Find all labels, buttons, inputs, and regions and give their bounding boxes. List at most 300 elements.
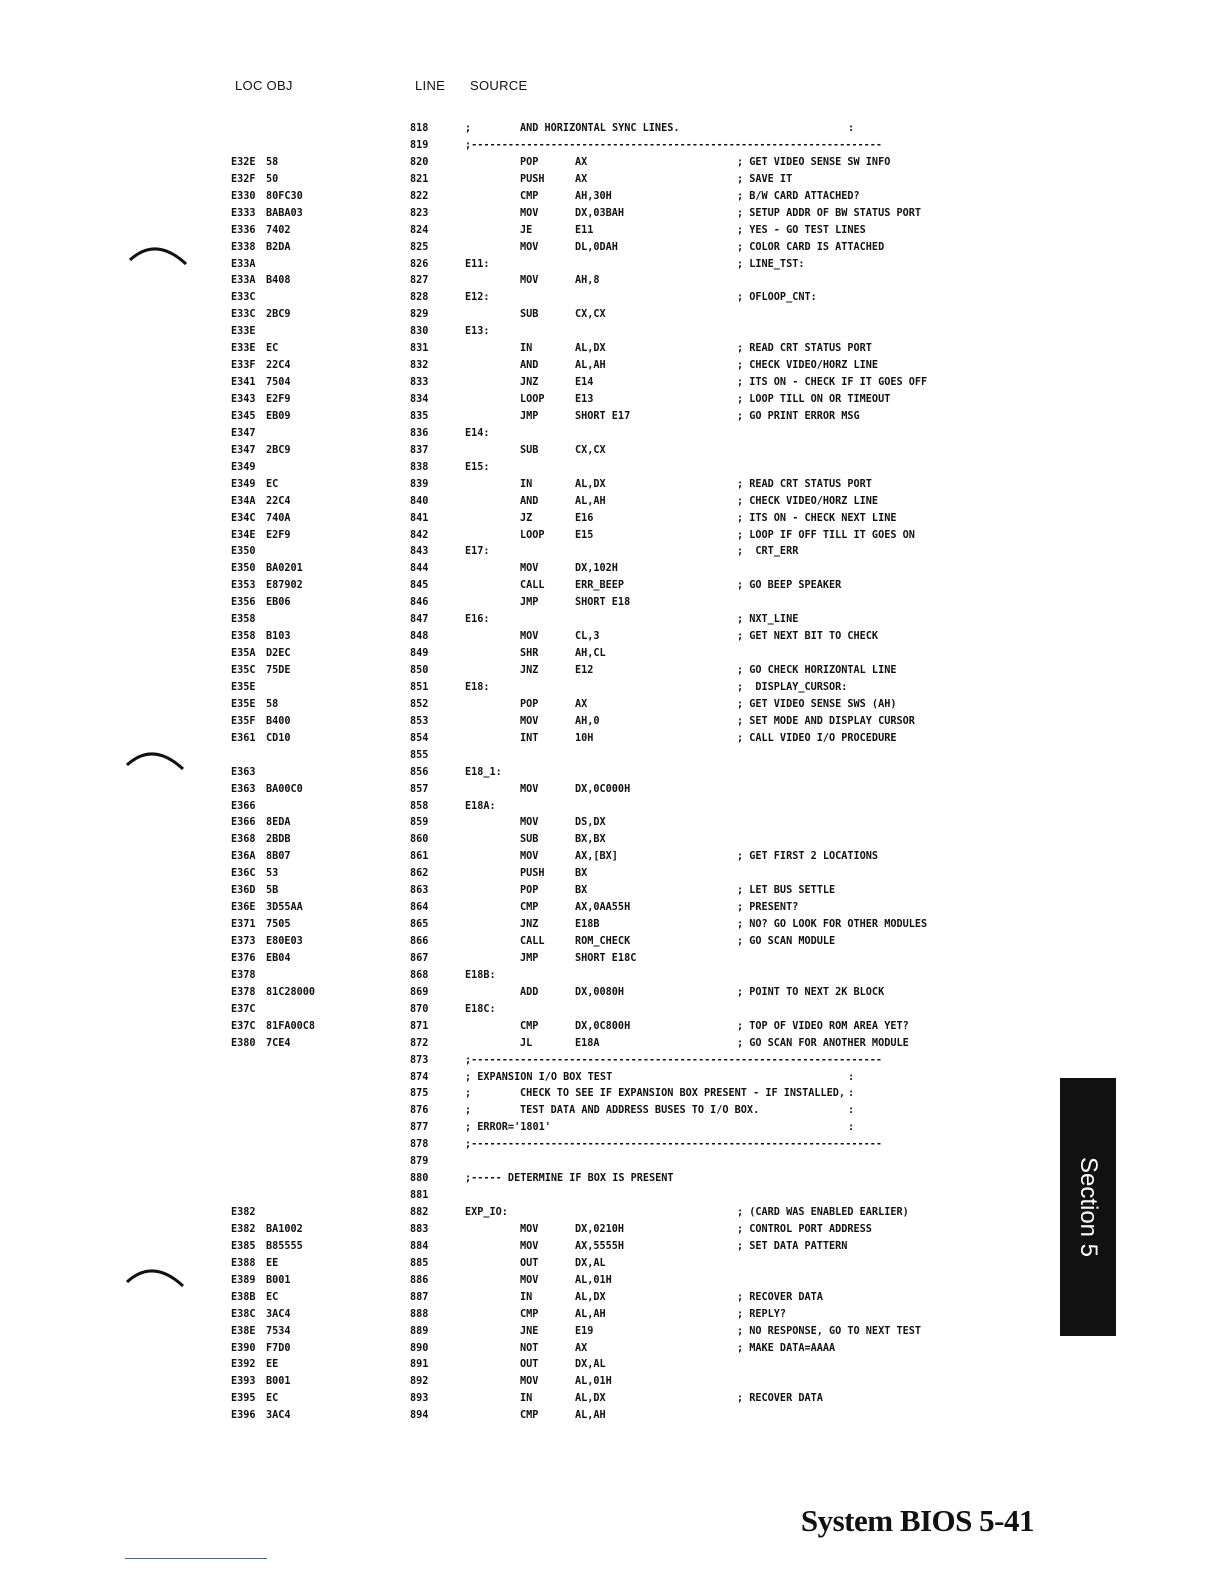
listing-loc: E393 xyxy=(231,1376,256,1388)
listing-arg: DX,0C800H xyxy=(575,1020,631,1032)
listing-op: JMP xyxy=(520,597,539,609)
listing-arg: E19 xyxy=(575,1325,594,1337)
listing-obj: BABA03 xyxy=(266,207,303,219)
listing-row xyxy=(0,646,1000,663)
listing-row xyxy=(0,765,1000,782)
listing-line: 833 xyxy=(410,377,429,389)
listing-obj: E87902 xyxy=(266,580,303,592)
listing-obj: 22C4 xyxy=(266,360,291,372)
listing-line: 869 xyxy=(410,986,429,998)
column-header-line: LINE xyxy=(415,78,446,93)
listing-loc: E390 xyxy=(231,1342,256,1354)
listing-loc: E338 xyxy=(231,241,256,253)
listing-line: 837 xyxy=(410,444,429,456)
listing-line: 872 xyxy=(410,1037,429,1049)
listing-line: 844 xyxy=(410,563,429,575)
listing-row xyxy=(0,290,1000,307)
listing-cmt: ; SETUP ADDR OF BW STATUS PORT xyxy=(737,207,922,219)
listing-arg: AX xyxy=(575,173,588,185)
listing-loc: E385 xyxy=(231,1240,256,1252)
listing-loc: E35F xyxy=(231,715,256,727)
listing-row xyxy=(0,985,1000,1002)
listing-row xyxy=(0,849,1000,866)
listing-obj: EB09 xyxy=(266,410,291,422)
listing-op: SUB xyxy=(520,444,539,456)
listing-line: 836 xyxy=(410,427,429,439)
listing-loc: E32F xyxy=(231,173,256,185)
listing-loc: E363 xyxy=(231,766,256,778)
listing-line: 884 xyxy=(410,1240,429,1252)
listing-arg: AH,0 xyxy=(575,715,600,727)
listing-row xyxy=(0,1120,1000,1137)
listing-obj: EB06 xyxy=(266,597,291,609)
listing-line: 863 xyxy=(410,885,429,897)
listing-loc: E347 xyxy=(231,427,256,439)
listing-row xyxy=(0,172,1000,189)
listing-row xyxy=(0,1086,1000,1103)
listing-obj: E80E03 xyxy=(266,936,303,947)
listing-loc: E38C xyxy=(231,1308,256,1320)
listing-cmt: ; DISPLAY_CURSOR: xyxy=(737,681,848,693)
listing-line: 849 xyxy=(410,648,429,660)
listing-line: 893 xyxy=(410,1393,429,1405)
listing-loc: E366 xyxy=(231,800,256,812)
listing-cmt: ; LET BUS SETTLE xyxy=(737,885,836,897)
listing-row xyxy=(0,307,1000,324)
listing-op: MOV xyxy=(520,1240,539,1252)
listing-obj: 7505 xyxy=(266,919,291,931)
listing-src: ; EXPANSION I/O BOX TEST xyxy=(465,1071,613,1083)
listing-arg: AX xyxy=(575,698,588,710)
listing-row xyxy=(0,612,1000,629)
listing-row xyxy=(0,799,1000,816)
listing-obj: 75DE xyxy=(266,665,291,676)
listing-cmt: ; GET VIDEO SENSE SWS (AH) xyxy=(737,698,897,710)
listing-obj: D2EC xyxy=(266,648,291,660)
listing-loc: E330 xyxy=(231,190,256,202)
listing-arg: AL,AH xyxy=(575,495,606,507)
listing-cmt: ; (CARD WAS ENABLED EARLIER) xyxy=(737,1207,909,1218)
listing-line: 850 xyxy=(410,665,429,676)
listing-arg: AL,AH xyxy=(575,360,606,372)
listing-op: PUSH xyxy=(520,173,545,185)
listing-line: 870 xyxy=(410,1003,429,1015)
listing-op: MOV xyxy=(520,1223,539,1235)
listing-op: CHECK TO SEE IF EXPANSION BOX PRESENT - IF INSTALLED, xyxy=(520,1088,846,1100)
listing-line: 882 xyxy=(410,1207,429,1218)
listing-loc: E35E xyxy=(231,698,256,710)
listing-line: 878 xyxy=(410,1139,429,1151)
listing-row xyxy=(0,324,1000,341)
listing-obj: B408 xyxy=(266,275,291,287)
listing-src: ; xyxy=(465,1105,472,1117)
listing-line: 880 xyxy=(410,1173,429,1185)
listing-obj: BA1002 xyxy=(266,1223,303,1235)
listing-src: E12: xyxy=(465,292,490,304)
listing-cmt: ; LOOP TILL ON OR TIMEOUT xyxy=(737,394,891,405)
listing-row xyxy=(0,375,1000,392)
listing-cmt: ; PRESENT? xyxy=(737,902,799,914)
listing-arg: BX,BX xyxy=(575,834,606,846)
listing-obj: B2DA xyxy=(266,241,291,253)
listing-box-edge: : xyxy=(848,1088,855,1100)
listing-loc: E388 xyxy=(231,1257,256,1269)
listing-op: JNZ xyxy=(520,665,539,676)
listing-obj: EC xyxy=(266,343,279,355)
listing-line: 825 xyxy=(410,241,429,253)
listing-line: 843 xyxy=(410,546,429,558)
listing-src: ;------------------------------------------------------------------- xyxy=(465,1139,883,1151)
listing-loc: E333 xyxy=(231,207,256,219)
listing-obj: 2BDB xyxy=(266,834,291,846)
listing-arg: ERR_BEEP xyxy=(575,580,625,592)
listing-obj: E2F9 xyxy=(266,529,291,541)
listing-line: 827 xyxy=(410,275,429,287)
listing-loc: E345 xyxy=(231,410,256,422)
listing-obj: 58 xyxy=(266,698,279,710)
listing-loc: E371 xyxy=(231,919,256,931)
section-tab xyxy=(1060,1078,1116,1336)
listing-loc: E35C xyxy=(231,665,256,676)
listing-row xyxy=(0,1273,1000,1290)
listing-arg: AL,DX xyxy=(575,478,606,490)
listing-row xyxy=(0,1171,1000,1188)
listing-line: 841 xyxy=(410,512,429,524)
listing-row xyxy=(0,443,1000,460)
listing-line: 851 xyxy=(410,681,429,693)
listing-line: 855 xyxy=(410,749,429,761)
listing-loc: E350 xyxy=(231,563,256,575)
listing-line: 873 xyxy=(410,1054,429,1066)
listing-loc: E366 xyxy=(231,817,256,829)
listing-cmt: ; GO PRINT ERROR MSG xyxy=(737,410,860,422)
listing-row xyxy=(0,782,1000,799)
listing-line: 818 xyxy=(410,123,429,134)
listing-op: MOV xyxy=(520,563,539,575)
listing-op: CMP xyxy=(520,1410,539,1422)
listing-loc: E382 xyxy=(231,1223,256,1235)
listing-arg: AX,[BX] xyxy=(575,851,618,863)
listing-line: 823 xyxy=(410,207,429,219)
listing-cmt: ; CHECK VIDEO/HORZ LINE xyxy=(737,495,879,507)
listing-cmt: ; RECOVER DATA xyxy=(737,1393,823,1405)
listing-line: 824 xyxy=(410,224,429,236)
listing-row xyxy=(0,1154,1000,1171)
listing-loc: E32E xyxy=(231,156,256,168)
listing-line: 876 xyxy=(410,1105,429,1117)
listing-loc: E33C xyxy=(231,309,256,321)
listing-obj: B001 xyxy=(266,1376,291,1388)
listing-line: 877 xyxy=(410,1122,429,1134)
listing-obj: 740A xyxy=(266,512,291,524)
listing-row xyxy=(0,392,1000,409)
listing-obj: 7CE4 xyxy=(266,1037,291,1049)
listing-row xyxy=(0,1205,1000,1222)
listing-row xyxy=(0,1222,1000,1239)
listing-op: MOV xyxy=(520,1274,539,1286)
listing-obj: 7534 xyxy=(266,1325,291,1337)
listing-row xyxy=(0,1391,1000,1408)
listing-row xyxy=(0,1357,1000,1374)
listing-obj: 2BC9 xyxy=(266,444,291,456)
listing-arg: SHORT E18C xyxy=(575,952,637,964)
listing-loc: E392 xyxy=(231,1359,256,1371)
listing-line: 890 xyxy=(410,1342,429,1354)
listing-op: AND xyxy=(520,495,539,507)
listing-src: E15: xyxy=(465,461,490,473)
listing-line: 831 xyxy=(410,343,429,355)
listing-src: E17: xyxy=(465,546,490,558)
listing-cmt: ; SET MODE AND DISPLAY CURSOR xyxy=(737,715,915,727)
listing-box-edge: : xyxy=(848,1122,855,1134)
listing-arg: AL,AH xyxy=(575,1308,606,1320)
listing-op: JNZ xyxy=(520,919,539,931)
listing-loc: E341 xyxy=(231,377,256,389)
listing-loc: E395 xyxy=(231,1393,256,1405)
listing-row xyxy=(0,1307,1000,1324)
listing-cmt: ; POINT TO NEXT 2K BLOCK xyxy=(737,986,885,998)
listing-line: 835 xyxy=(410,410,429,422)
listing-loc: E33A xyxy=(231,258,256,270)
listing-line: 854 xyxy=(410,732,429,744)
listing-cmt: ; NXT_LINE xyxy=(737,614,799,626)
listing-arg: AL,01H xyxy=(575,1274,612,1286)
listing-loc: E34A xyxy=(231,495,256,507)
listing-row xyxy=(0,528,1000,545)
listing-row xyxy=(0,680,1000,697)
listing-line: 888 xyxy=(410,1308,429,1320)
listing-op: IN xyxy=(520,1291,533,1303)
listing-arg: AH,30H xyxy=(575,190,612,202)
listing-arg: AH,CL xyxy=(575,648,606,660)
listing-row xyxy=(0,866,1000,883)
listing-loc: E353 xyxy=(231,580,256,592)
listing-cmt: ; GET VIDEO SENSE SW INFO xyxy=(737,156,891,168)
listing-op: CMP xyxy=(520,1308,539,1320)
listing-obj: E2F9 xyxy=(266,394,291,405)
listing-line: 865 xyxy=(410,919,429,931)
listing-cmt: ; ITS ON - CHECK NEXT LINE xyxy=(737,512,897,524)
listing-row xyxy=(0,341,1000,358)
listing-op: CALL xyxy=(520,936,545,947)
listing-line: 822 xyxy=(410,190,429,202)
listing-arg: DX,0210H xyxy=(575,1223,625,1235)
listing-cmt: ; REPLY? xyxy=(737,1308,787,1320)
column-header-loc-obj: LOC OBJ xyxy=(235,78,293,93)
listing-loc: E368 xyxy=(231,834,256,846)
listing-op: AND HORIZONTAL SYNC LINES. xyxy=(520,123,680,134)
listing-op: POP xyxy=(520,698,539,710)
listing-row xyxy=(0,917,1000,934)
listing-src: ; ERROR='1801' xyxy=(465,1122,551,1134)
bottom-rule xyxy=(125,1558,267,1559)
listing-cmt: ; READ CRT STATUS PORT xyxy=(737,343,872,355)
listing-arg: DX,03BAH xyxy=(575,207,625,219)
listing-box-edge: : xyxy=(848,1105,855,1117)
listing-line: 832 xyxy=(410,360,429,372)
listing-op: CALL xyxy=(520,580,545,592)
listing-loc: E34C xyxy=(231,512,256,524)
listing-cmt: ; LOOP IF OFF TILL IT GOES ON xyxy=(737,529,915,541)
listing-arg: E16 xyxy=(575,512,594,524)
listing-cmt: ; GO SCAN FOR ANOTHER MODULE xyxy=(737,1037,909,1049)
listing-row xyxy=(0,578,1000,595)
listing-line: 862 xyxy=(410,868,429,880)
listing-op: JL xyxy=(520,1037,533,1049)
listing-arg: AX xyxy=(575,1342,588,1354)
listing-loc: E343 xyxy=(231,394,256,405)
listing-obj: B001 xyxy=(266,1274,291,1286)
listing-arg: 10H xyxy=(575,732,594,744)
listing-row xyxy=(0,155,1000,172)
listing-line: 864 xyxy=(410,902,429,914)
listing-line: 886 xyxy=(410,1274,429,1286)
listing-line: 840 xyxy=(410,495,429,507)
listing-obj: BA00C0 xyxy=(266,783,303,795)
listing-row xyxy=(0,815,1000,832)
listing-src: ; xyxy=(465,1088,472,1100)
listing-row xyxy=(0,1239,1000,1256)
listing-op: NOT xyxy=(520,1342,539,1354)
listing-row xyxy=(0,1070,1000,1087)
listing-row xyxy=(0,273,1000,290)
listing-arg: SHORT E18 xyxy=(575,597,631,609)
listing-op: MOV xyxy=(520,1376,539,1388)
listing-line: 892 xyxy=(410,1376,429,1388)
listing-line: 821 xyxy=(410,173,429,185)
listing-obj: 3D55AA xyxy=(266,902,303,914)
listing-row xyxy=(0,460,1000,477)
listing-cmt: ; MAKE DATA=AAAA xyxy=(737,1342,836,1354)
listing-arg: AL,AH xyxy=(575,1410,606,1422)
listing-line: 881 xyxy=(410,1190,429,1202)
listing-row xyxy=(0,206,1000,223)
listing-src: ;------------------------------------------------------------------- xyxy=(465,139,883,151)
listing-arg: AH,8 xyxy=(575,275,600,287)
listing-row xyxy=(0,494,1000,511)
listing-arg: CX,CX xyxy=(575,309,606,321)
listing-line: 838 xyxy=(410,461,429,473)
listing-cmt: ; NO RESPONSE, GO TO NEXT TEST xyxy=(737,1325,922,1337)
listing-op: PUSH xyxy=(520,868,545,880)
listing-obj: 50 xyxy=(266,173,279,185)
listing-arg: E14 xyxy=(575,377,594,389)
listing-line: 846 xyxy=(410,597,429,609)
listing-row xyxy=(0,697,1000,714)
listing-cmt: ; GO SCAN MODULE xyxy=(737,936,836,947)
listing-line: 847 xyxy=(410,614,429,626)
section-tab-label: Section 5 xyxy=(1075,1156,1102,1258)
listing-src: E18C: xyxy=(465,1003,496,1015)
listing-op: JMP xyxy=(520,952,539,964)
listing-src: E18B: xyxy=(465,969,496,981)
listing-loc: E36A xyxy=(231,851,256,863)
listing-loc: E349 xyxy=(231,478,256,490)
listing-arg: DX,0C000H xyxy=(575,783,631,795)
listing-arg: AX xyxy=(575,156,588,168)
listing-src: E13: xyxy=(465,326,490,338)
listing-src: E18_1: xyxy=(465,766,502,778)
listing-cmt: ; B/W CARD ATTACHED? xyxy=(737,190,860,202)
listing-obj: 58 xyxy=(266,156,279,168)
listing-arg: CL,3 xyxy=(575,631,600,643)
listing-box-edge: : xyxy=(848,1071,855,1083)
listing-loc: E396 xyxy=(231,1410,256,1422)
listing-op: AND xyxy=(520,360,539,372)
listing-op: MOV xyxy=(520,275,539,287)
listing-row xyxy=(0,1002,1000,1019)
listing-loc: E36C xyxy=(231,868,256,880)
listing-op: INT xyxy=(520,732,539,744)
listing-src: ; xyxy=(465,123,472,134)
listing-loc: E33E xyxy=(231,343,256,355)
listing-op: OUT xyxy=(520,1359,539,1371)
listing-line: 874 xyxy=(410,1071,429,1083)
listing-cmt: ; SAVE IT xyxy=(737,173,793,185)
listing-loc: E37C xyxy=(231,1003,256,1015)
listing-op: MOV xyxy=(520,851,539,863)
listing-obj: 22C4 xyxy=(266,495,291,507)
listing-line: 868 xyxy=(410,969,429,981)
listing-op: CMP xyxy=(520,902,539,914)
listing-loc: E35A xyxy=(231,648,256,660)
listing-line: 859 xyxy=(410,817,429,829)
assembly-listing xyxy=(0,121,1000,1425)
listing-obj: 81FA00C8 xyxy=(266,1020,316,1032)
listing-row xyxy=(0,1324,1000,1341)
listing-op: CMP xyxy=(520,1020,539,1032)
listing-loc: E382 xyxy=(231,1207,256,1218)
listing-obj: EE xyxy=(266,1257,279,1269)
listing-loc: E349 xyxy=(231,461,256,473)
listing-op: SHR xyxy=(520,648,539,660)
listing-arg: SHORT E17 xyxy=(575,410,631,422)
listing-op: JNZ xyxy=(520,377,539,389)
listing-arg: AL,01H xyxy=(575,1376,612,1388)
listing-arg: E18B xyxy=(575,919,600,931)
listing-loc: E361 xyxy=(231,732,256,744)
listing-row xyxy=(0,1290,1000,1307)
listing-row xyxy=(0,358,1000,375)
listing-line: 860 xyxy=(410,834,429,846)
listing-row xyxy=(0,1188,1000,1205)
listing-cmt: ; CHECK VIDEO/HORZ LINE xyxy=(737,360,879,372)
listing-arg: BX xyxy=(575,868,588,880)
listing-arg: E18A xyxy=(575,1037,600,1049)
listing-obj: 3AC4 xyxy=(266,1410,291,1422)
listing-op: MOV xyxy=(520,631,539,643)
listing-arg: BX xyxy=(575,885,588,897)
listing-loc: E33A xyxy=(231,275,256,287)
listing-row xyxy=(0,1374,1000,1391)
listing-op: OUT xyxy=(520,1257,539,1269)
listing-src: E16: xyxy=(465,614,490,626)
listing-arg: DX,102H xyxy=(575,563,618,575)
listing-arg: AX,5555H xyxy=(575,1240,625,1252)
listing-cmt: ; CONTROL PORT ADDRESS xyxy=(737,1223,872,1235)
listing-op: LOOP xyxy=(520,394,545,405)
listing-line: 834 xyxy=(410,394,429,405)
listing-row xyxy=(0,1341,1000,1358)
listing-line: 885 xyxy=(410,1257,429,1269)
listing-loc: E36D xyxy=(231,885,256,897)
listing-row xyxy=(0,1019,1000,1036)
listing-arg: AL,DX xyxy=(575,1291,606,1303)
listing-line: 828 xyxy=(410,292,429,304)
listing-arg: DX,0080H xyxy=(575,986,625,998)
listing-loc: E336 xyxy=(231,224,256,236)
listing-src: EXP_IO: xyxy=(465,1207,508,1218)
